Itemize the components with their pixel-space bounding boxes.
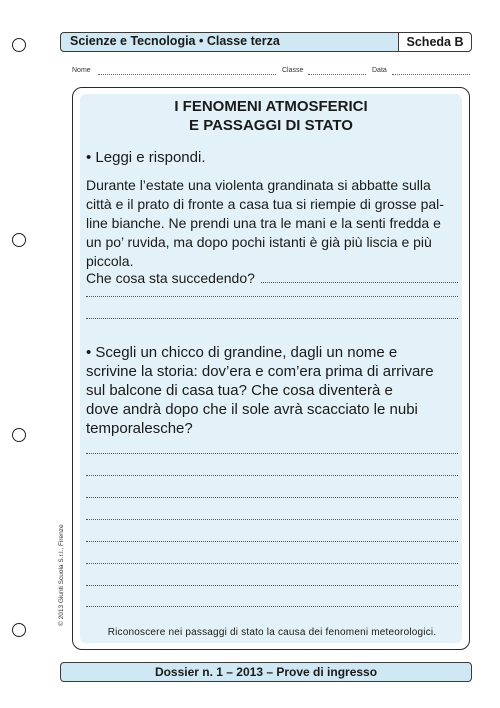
answer-line[interactable] xyxy=(86,585,458,586)
task2-instruction-line: • Scegli un chicco di grandine, dagli un nome e xyxy=(86,344,398,361)
footer-bar: Dossier n. 1 – 2013 – Prove di ingresso xyxy=(60,662,472,682)
title-line-1: I FENOMENI ATMOSFERICI xyxy=(174,98,368,115)
answer-line[interactable] xyxy=(86,519,458,520)
header-bar xyxy=(60,32,472,52)
answer-line[interactable] xyxy=(86,453,458,454)
task2-instruction-line: temporalesche? xyxy=(86,420,193,437)
binder-hole xyxy=(12,38,26,52)
answer-line[interactable] xyxy=(86,541,458,542)
task1-text-line: un po’ ruvida, ma dopo pochi istanti è già più liscia e più xyxy=(86,234,432,250)
name-label: Nome xyxy=(72,67,91,74)
date-field[interactable] xyxy=(392,74,470,75)
subject-label: Scienze e Tecnologia • Classe terza xyxy=(70,34,280,48)
date-label: Data xyxy=(372,67,387,74)
binder-hole xyxy=(12,233,26,247)
task2-instruction xyxy=(86,343,458,438)
answer-line[interactable] xyxy=(86,497,458,498)
task1-text-line: piccola. xyxy=(86,253,134,269)
task1-text xyxy=(86,176,458,271)
class-field[interactable] xyxy=(308,74,366,75)
copyright-notice: © 2013 Giunti Scuola S.r.l., Firenze xyxy=(58,524,65,626)
task2-instruction-line: sul balcone di casa tua? Che cosa diventerà e xyxy=(86,382,393,399)
name-field[interactable] xyxy=(98,74,276,75)
answer-line[interactable] xyxy=(86,606,458,607)
class-label: Classe xyxy=(282,67,304,74)
answer-line[interactable] xyxy=(86,563,458,564)
task1-text-line: line bianche. Ne prendi una tra le mani e la senti fredda e xyxy=(86,215,441,231)
binder-hole xyxy=(12,428,26,442)
task1-text-line: città e il prato di fronte a casa tua si riempie di grosse pal- xyxy=(86,196,444,212)
answer-line[interactable] xyxy=(86,296,458,297)
binder-hole xyxy=(12,623,26,637)
task1-instruction: • Leggi e rispondi. xyxy=(86,149,206,166)
title-line-2: E PASSAGGI DI STATO xyxy=(189,117,353,134)
learning-objective: Riconoscere nei passaggi di stato la causa dei fenomeni meteorologici. xyxy=(107,627,437,638)
answer-line[interactable] xyxy=(261,282,458,283)
task1-question-row xyxy=(86,269,458,288)
task1-question: Che cosa sta succedendo? xyxy=(86,270,255,286)
answer-line[interactable] xyxy=(86,475,458,476)
student-fields xyxy=(72,67,470,77)
task2-instruction-line: dove andrà dopo che il sole avrà scacciato le nubi xyxy=(86,401,418,418)
answer-line[interactable] xyxy=(86,318,458,319)
task1-text-line: Durante l’estate una violenta grandinata si abbatte sulla xyxy=(86,177,431,193)
worksheet-title xyxy=(80,97,462,135)
sheet-label: Scheda B xyxy=(398,33,471,51)
task2-instruction-line: scrivine la storia: dov’era e com’era prima di arrivare xyxy=(86,363,434,380)
